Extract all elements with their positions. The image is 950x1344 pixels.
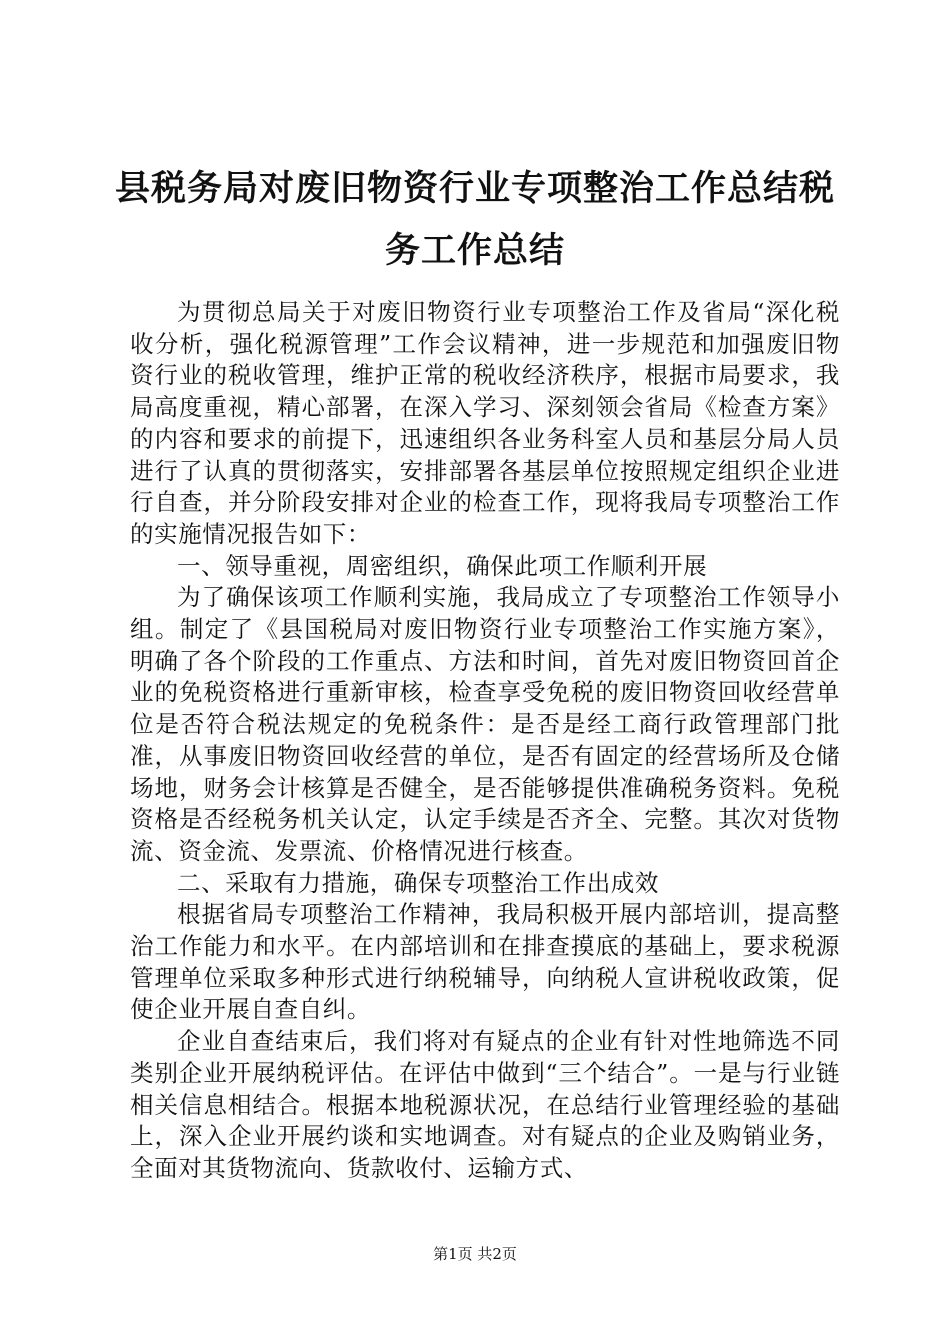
section-heading-1: 一、领导重视，周密组织，确保此项工作顺利开展 xyxy=(177,551,708,580)
section-2-paragraph-2: 企业自查结束后，我们将对有疑点的企业有针对性地筛选不同类别企业开展纳税评估。在评估中做到“三个结合”。一是与行业链相关信息相结合。根据本地税源状况，在总结行业管理经验的基础上，深入企业开展约谈和实地调查。对有疑点的企业及购销业务，全面对其货物流向、货款收付、运输方式、 xyxy=(130,1027,840,1182)
section-heading-2: 二、采取有力措施，确保专项整治工作出成效 xyxy=(177,868,659,897)
document-body xyxy=(130,297,840,1185)
document-title: 县税务局对废旧物资行业专项整治工作总结税务工作总结 xyxy=(114,169,835,271)
intro-paragraph: 为贯彻总局关于对废旧物资行业专项整治工作及省局“深化税收分析，强化税源管理”工作会议精神，进一步规范和加强废旧物资行业的税收管理，维护正常的税收经济秩序，根据市局要求，我局高度重视，精心部署，在深入学习、深刻领会省局《检查方案》的内容和要求的前提下，迅速组织各业务科室人员和基层分局人员进行了认真的贯彻落实，安排部署各基层单位按照规定组织企业进行自查，并分阶段安排对企业的检查工作，现将我局专项整治工作的实施情况报告如下： xyxy=(130,298,840,548)
section-2-paragraph-1: 根据省局专项整治工作精神，我局积极开展内部培训，提高整治工作能力和水平。在内部培训和在排查摸底的基础上，要求税源管理单位采取多种形式进行纳税辅导，向纳税人宣讲税收政策，促使企业开展自查自纠。 xyxy=(130,900,840,1024)
page-footer: 第1页 共2页 xyxy=(433,1245,517,1263)
section-1-paragraph: 为了确保该项工作顺利实施，我局成立了专项整治工作领导小组。制定了《县国税局对废旧物资行业专项整治工作实施方案》，明确了各个阶段的工作重点、方法和时间，首先对废旧物资回首企业的免税资格进行重新审核，检查享受免税的废旧物资回收经营单位是否符合税法规定的免税条件：是否是经工商行政管理部门批准，从事废旧物资回收经营的单位，是否有固定的经营场所及仓储场地，财务会计核算是否健全，是否能够提供准确税务资料。免税资格是否经税务机关认定，认定手续是否齐全、完整。其次对货物流、资金流、发票流、价格情况进行核查。 xyxy=(130,583,840,865)
